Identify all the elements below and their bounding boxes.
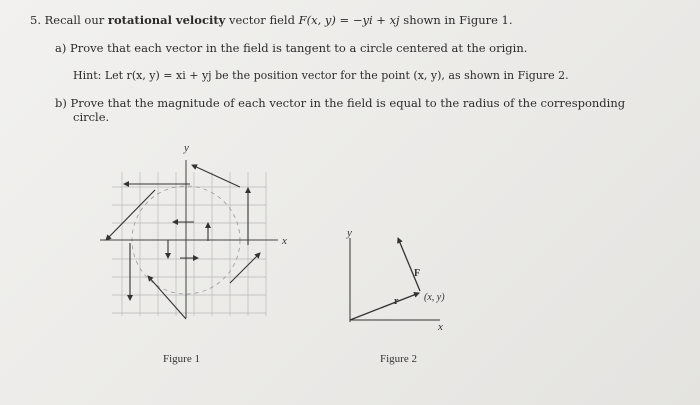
figure2-r-label: r bbox=[394, 296, 399, 307]
figure1-caption: Figure 1 bbox=[163, 353, 200, 365]
figure1-grid bbox=[112, 172, 266, 316]
figure2-position-vector bbox=[350, 238, 440, 322]
part-b-label: b) bbox=[55, 96, 67, 110]
figure2-caption: Figure 2 bbox=[380, 353, 417, 365]
figure1-vectors bbox=[106, 165, 260, 319]
vector-f bbox=[398, 238, 420, 291]
figure2-f-label: F bbox=[414, 268, 421, 279]
intro-text-2: vector field bbox=[229, 13, 295, 27]
hint-label: Hint: bbox=[73, 69, 102, 82]
part-b-line2: circle. bbox=[73, 110, 110, 124]
figure2-y-label: y bbox=[347, 227, 352, 239]
part-a-text: Prove that each vector in the field is tangent to a circle centered at the origin. bbox=[70, 41, 528, 55]
figure1-x-label: x bbox=[282, 235, 287, 247]
vector-arrow bbox=[230, 253, 260, 283]
vector-arrow bbox=[192, 165, 240, 187]
hint-text: Let r(x, y) = xi + yj be the position vector for the point (x, y), as shown in Figure 2. bbox=[104, 69, 569, 82]
figure2-point-label: (x, y) bbox=[424, 292, 445, 303]
part-a-label: a) bbox=[55, 41, 67, 55]
intro-end: shown in Figure 1. bbox=[403, 13, 513, 27]
vector-arrow bbox=[106, 190, 155, 240]
figure1-y-label: y bbox=[184, 142, 189, 154]
vector-arrow bbox=[148, 276, 186, 319]
part-b-line1: Prove that the magnitude of each vector in the field is equal to the radius of the corresponding bbox=[70, 96, 626, 110]
intro-text: Recall our bbox=[44, 13, 105, 27]
intro-bold-text: rotational velocity bbox=[107, 13, 226, 27]
vector-r bbox=[350, 293, 419, 320]
figure2-x-label: x bbox=[438, 321, 443, 333]
field-formula: F(x, y) = −yi + xj bbox=[298, 13, 400, 27]
problem-number: 5. bbox=[30, 13, 41, 27]
